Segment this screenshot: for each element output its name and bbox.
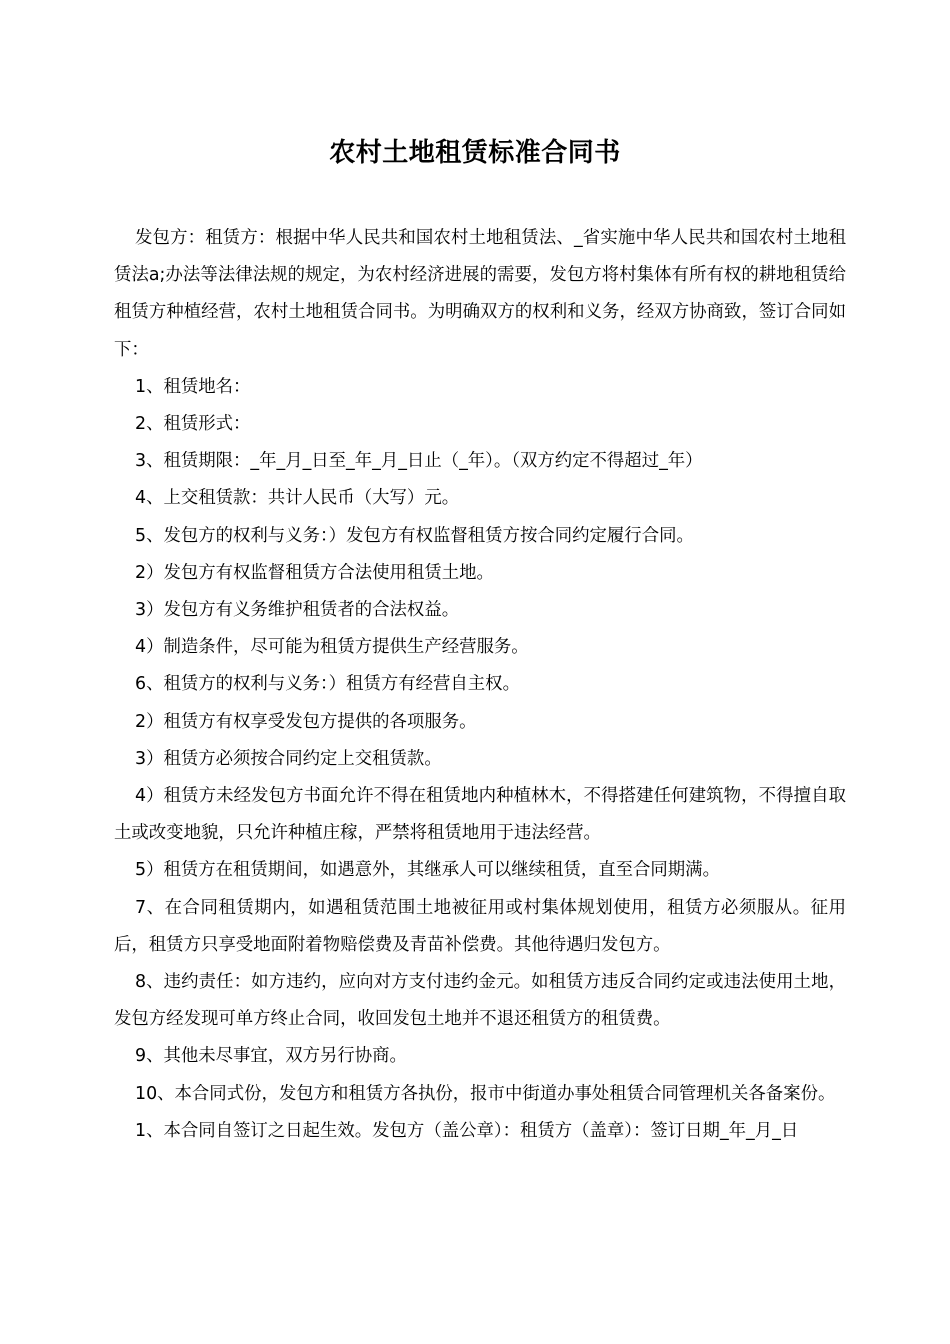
paragraph-other-matters: 9、其他未尽事宜，双方另行协商。 xyxy=(135,1046,407,1067)
paragraph-lessor-item-4: 4）制造条件，尽可能为租赁方提供生产经营服务。 xyxy=(135,637,529,658)
paragraph-breach-liability: 8、违约责任：如方违约，应向对方支付违约金元。如租赁方违反合同约定或违法使用土地，发包方经发现可单方终止合同，收回发包土地并不退还租赁方的租赁费。 xyxy=(114,972,846,1030)
document-title: 农村土地租赁标准合同书 xyxy=(329,138,621,168)
paragraph-lessor-rights: 5、发包方的权利与义务：）发包方有权监督租赁方按合同约定履行合同。 xyxy=(135,525,694,546)
paragraph-rent-payment: 4、上交租赁款：共计人民币（大写）元。 xyxy=(135,488,460,509)
paragraph-lessee-item-2: 2）租赁方有权享受发包方提供的各项服务。 xyxy=(135,711,477,732)
paragraph-lessee-item-5: 5）租赁方在租赁期间，如遇意外，其继承人可以继续租赁，直至合同期满。 xyxy=(135,860,720,881)
paragraph-lessor-item-2: 2）发包方有权监督租赁方合法使用租赁土地。 xyxy=(135,562,494,583)
paragraph-intro: 发包方：租赁方：根据中华人民共和国农村土地租赁法、_省实施中华人民共和国农村土地租赁法a;办法等法律法规的规定，为农村经济进展的需要，发包方将村集体有所有权的耕地租赁给租赁方种植经营，农村土地租赁合同书。为明确双方的权利和义务，经双方协商致，签订合同如下： xyxy=(114,228,846,360)
paragraph-lease-term: 3、租赁期限：_年_月_日至_年_月_日止（_年）。（双方约定不得超过_年） xyxy=(135,451,703,472)
paragraph-lease-location: 1、租赁地名： xyxy=(135,376,251,397)
paragraph-expropriation: 7、在合同租赁期内，如遇租赁范围土地被征用或村集体规划使用，租赁方必须服从。征用后，租赁方只享受地面附着物赔偿费及青苗补偿费。其他待遇归发包方。 xyxy=(114,897,846,955)
paragraph-lessee-item-3: 3）租赁方必须按合同约定上交租赁款。 xyxy=(135,748,442,769)
paragraph-lessee-item-4: 4）租赁方未经发包方书面允许不得在租赁地内种植林木，不得搭建任何建筑物，不得擅自取土或改变地貌，只允许种植庄稼，严禁将租赁地用于违法经营。 xyxy=(114,786,846,844)
paragraph-lessee-rights: 6、租赁方的权利与义务：）租赁方有经营自主权。 xyxy=(135,674,520,695)
document-body xyxy=(114,220,846,1150)
paragraph-effective-signature: 1、本合同自签订之日起生效。发包方（盖公章）：租赁方（盖章）：签订日期_年_月_日 xyxy=(135,1120,799,1141)
paragraph-copies: 10、本合同式份，发包方和租赁方各执份，报市中街道办事处租赁合同管理机关各备案份。 xyxy=(135,1083,836,1104)
paragraph-lessor-item-3: 3）发包方有义务维护租赁者的合法权益。 xyxy=(135,600,460,621)
paragraph-lease-form: 2、租赁形式： xyxy=(135,414,251,435)
